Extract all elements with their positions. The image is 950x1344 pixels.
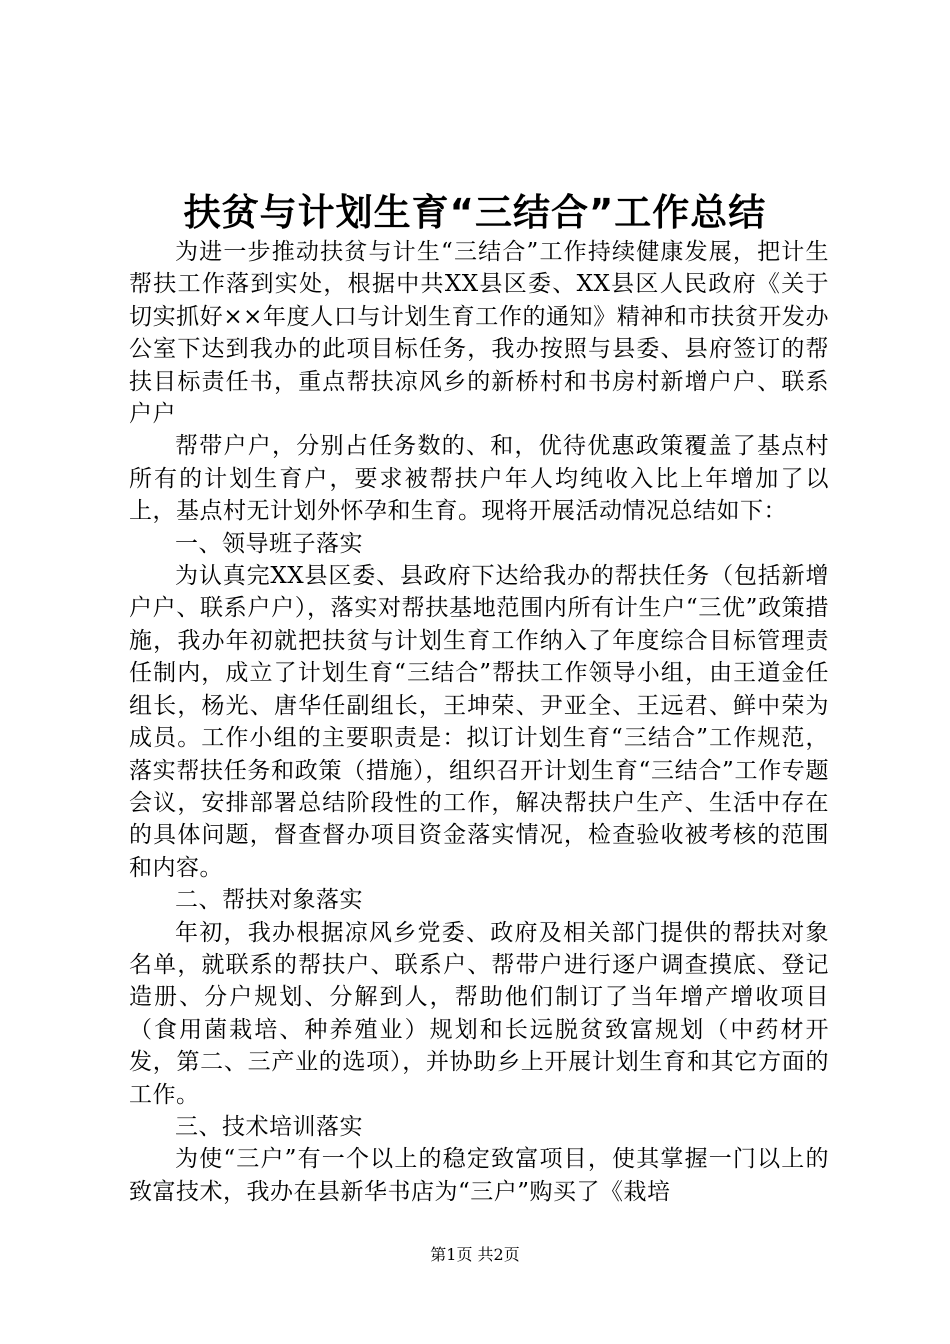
- paragraph: 为使“三户”有一个以上的稳定致富项目，使其掌握一门以上的致富技术，我办在县新华书店为“三户”购买了《栽培: [129, 1146, 829, 1205]
- paragraph: 年初，我办根据凉风乡党委、政府及相关部门提供的帮扶对象名单，就联系的帮扶户、联系户、帮带户进行逐户调查摸底、登记造册、分户规划、分解到人，帮助他们制订了当年增产增收项目（食用菌栽培、种养殖业）规划和长远脱贫致富规划（中药材开发，第二、三产业的选项），并协助乡上开展计划生育和其它方面的工作。: [129, 919, 829, 1108]
- document-title: 扶贫与计划生育“三结合”工作总结: [183, 191, 767, 234]
- paragraph: 为进一步推动扶贫与计生“三结合”工作持续健康发展，把计生帮扶工作落到实处，根据中共XX县区委、XX县区人民政府《关于切实抓好××年度人口与计划生育工作的通知》精神和市扶贫开发办公室下达到我办的此项目标任务，我办按照与县委、县府签订的帮扶目标责任书，重点帮扶凉风乡的新桥村和书房村新增户户、联系户户: [129, 239, 829, 428]
- paragraph: 为认真完XX县区委、县政府下达给我办的帮扶任务（包括新增户户、联系户户），落实对帮扶基地范围内所有计生户“三优”政策措施，我办年初就把扶贫与计划生育工作纳入了年度综合目标管理责任制内，成立了计划生育“三结合”帮扶工作领导小组，由王道金任组长，杨光、唐华任副组长，王坤荣、尹亚全、王远君、鲜中荣为成员。工作小组的主要职责是：拟订计划生育“三结合”工作规范，落实帮扶任务和政策（措施），组织召开计划生育“三结合”工作专题会议，安排部署总结阶段性的工作，解决帮扶户生产、生活中存在的具体问题，督查督办项目资金落实情况，检查验收被考核的范围和内容。: [129, 563, 829, 881]
- section-heading: 一、领导班子落实: [175, 530, 363, 557]
- section-heading: 三、技术培训落实: [175, 1113, 363, 1140]
- section-heading: 二、帮扶对象落实: [175, 887, 363, 914]
- paragraph: 帮带户户，分别占任务数的、和，优待优惠政策覆盖了基点村所有的计划生育户，要求被帮扶户年人均纯收入比上年增加了以上，基点村无计划外怀孕和生育。现将开展活动情况总结如下：: [129, 433, 829, 525]
- document-body: [129, 236, 829, 1208]
- page-footer: 第1页 共2页: [430, 1245, 520, 1264]
